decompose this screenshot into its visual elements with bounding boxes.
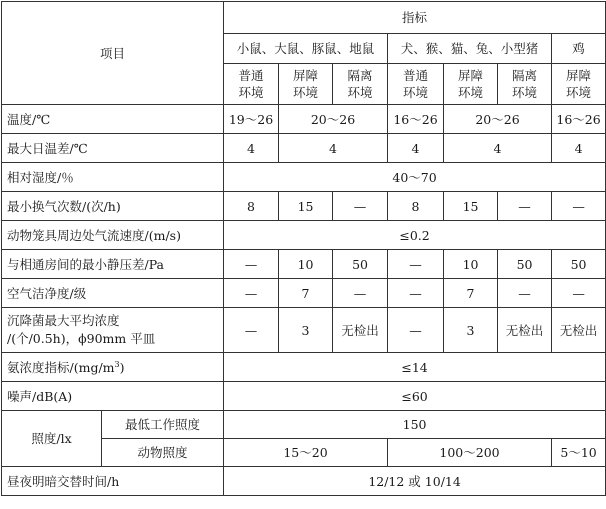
environment-standards-table — [1, 1, 606, 496]
env-normal: 普通 环境 — [224, 64, 279, 105]
table-row — [2, 353, 606, 382]
cell-value: 15～20 — [224, 439, 388, 467]
row-label-ammonia: 氨浓度指标$/(mg/m^3)$ — [2, 353, 224, 382]
env-barrier: 屏障 环境 — [444, 64, 498, 105]
cell-value: 10 — [444, 250, 498, 279]
cell-value: — — [224, 308, 279, 353]
cell-value: — — [552, 192, 606, 221]
cell-value: 7 — [444, 279, 498, 308]
table-row — [2, 192, 606, 221]
env-normal: 普通 环境 — [388, 64, 444, 105]
table-row — [2, 134, 606, 163]
env-barrier: 屏障 环境 — [552, 64, 606, 105]
cell-value: 无检出 — [333, 308, 388, 353]
cell-value: 15 — [444, 192, 498, 221]
cell-value: ≤60 — [224, 382, 606, 411]
cell-value: — — [333, 279, 388, 308]
row-label-lighting: 照度/lx — [2, 411, 102, 467]
env-barrier: 屏障 环境 — [279, 64, 333, 105]
table-row — [2, 279, 606, 308]
sub-label-animal: 动物照度 — [102, 439, 224, 467]
cell-value: — — [388, 279, 444, 308]
table-row — [2, 411, 606, 439]
cell-value: 4 — [388, 134, 444, 163]
cell-value: — — [388, 308, 444, 353]
group-large-animals: 犬、猴、猫、兔、小型猪 — [388, 34, 552, 64]
cell-value: 12/12 或 10/14 — [224, 467, 606, 496]
cell-value: 7 — [279, 279, 333, 308]
cell-value: 100～200 — [388, 439, 552, 467]
cell-value: 3 — [279, 308, 333, 353]
table-row — [2, 382, 606, 411]
cell-value: 无检出 — [552, 308, 606, 353]
cell-value: 20～26 — [279, 105, 388, 134]
cell-value: 10 — [279, 250, 333, 279]
cell-value: 8 — [224, 192, 279, 221]
cell-value: — — [333, 192, 388, 221]
header-indicator: 指标 — [224, 2, 606, 34]
group-chicken: 鸡 — [552, 34, 606, 64]
cell-value: 无检出 — [498, 308, 552, 353]
cell-value: 4 — [444, 134, 552, 163]
row-label: 最大日温差/℃ — [2, 134, 224, 163]
cell-value: 19～26 — [224, 105, 279, 134]
table-row — [2, 467, 606, 496]
cell-value: 16～26 — [388, 105, 444, 134]
env-isolation: 隔离 环境 — [498, 64, 552, 105]
table-row — [2, 308, 606, 353]
table-row — [2, 221, 606, 250]
row-label: 噪声/dB(A) — [2, 382, 224, 411]
cell-value: — — [224, 250, 279, 279]
cell-value: ≤0.2 — [224, 221, 606, 250]
cell-value: 4 — [552, 134, 606, 163]
row-label-bacteria: 沉降菌最大平均浓度 /(个/0.5h)，ϕ90mm 平皿 — [2, 308, 224, 353]
cell-value: — — [224, 279, 279, 308]
cell-value: 50 — [552, 250, 606, 279]
cell-value: — — [552, 279, 606, 308]
cell-value: 15 — [279, 192, 333, 221]
cell-value: 150 — [224, 411, 606, 439]
cell-value: 3 — [444, 308, 498, 353]
env-isolation: 隔离 环境 — [333, 64, 388, 105]
row-label: 最小换气次数/(次/h) — [2, 192, 224, 221]
cell-value: 4 — [224, 134, 279, 163]
row-label: 与相通房间的最小静压差/Pa — [2, 250, 224, 279]
cell-value: 40～70 — [224, 163, 606, 192]
cell-value: 8 — [388, 192, 444, 221]
cell-value: — — [498, 192, 552, 221]
row-label: 昼夜明暗交替时间/h — [2, 467, 224, 496]
row-label: 动物笼具周边处气流速度/(m/s) — [2, 221, 224, 250]
cell-value: 4 — [279, 134, 388, 163]
row-label: 相对湿度/％ — [2, 163, 224, 192]
cell-value: 20～26 — [444, 105, 552, 134]
header-item: 项目 — [2, 2, 224, 105]
sub-label-min-work: 最低工作照度 — [102, 411, 224, 439]
cell-value: 50 — [498, 250, 552, 279]
table-row — [2, 250, 606, 279]
group-rodents: 小鼠、大鼠、豚鼠、地鼠 — [224, 34, 388, 64]
row-label: 空气洁净度/级 — [2, 279, 224, 308]
cell-value: 50 — [333, 250, 388, 279]
table-row — [2, 105, 606, 134]
cell-value: — — [498, 279, 552, 308]
table-row — [2, 163, 606, 192]
cell-value: ≤14 — [224, 353, 606, 382]
row-label: 温度/℃ — [2, 105, 224, 134]
cell-value: — — [388, 250, 444, 279]
cell-value: 5～10 — [552, 439, 606, 467]
cell-value: 16～26 — [552, 105, 606, 134]
